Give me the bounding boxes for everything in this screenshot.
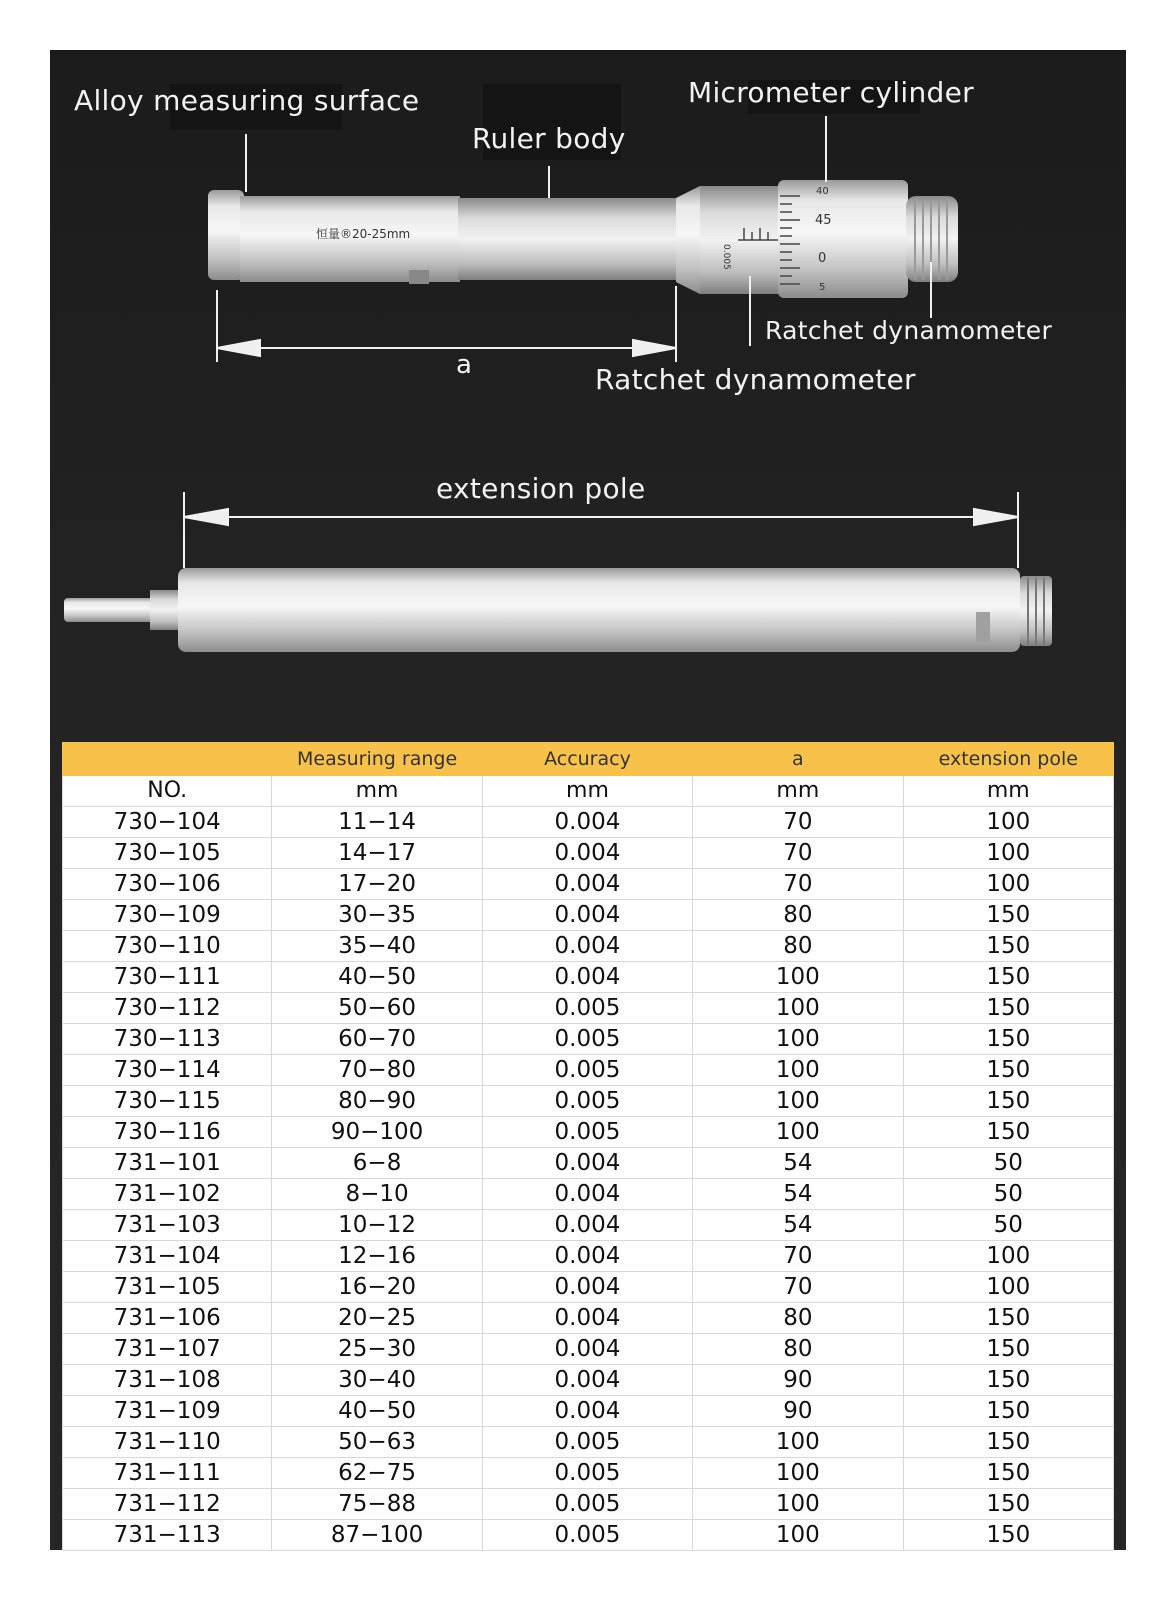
table-cell: 10−12 bbox=[272, 1210, 482, 1241]
brand-size-text: 恒量®20-25mm bbox=[316, 227, 411, 241]
table-cell: 80 bbox=[693, 1334, 903, 1365]
table-cell: 150 bbox=[903, 931, 1113, 962]
table-cell: 100 bbox=[903, 838, 1113, 869]
table-cell: 100 bbox=[693, 1117, 903, 1148]
table-row bbox=[63, 807, 1114, 838]
table-cell: 50−63 bbox=[272, 1427, 482, 1458]
table-cell: 150 bbox=[903, 1303, 1113, 1334]
table-cell: 731−109 bbox=[63, 1396, 272, 1427]
table-row bbox=[63, 1489, 1114, 1520]
table-row bbox=[63, 1396, 1114, 1427]
table-cell: 730−109 bbox=[63, 900, 272, 931]
table-cell: 100 bbox=[693, 1086, 903, 1117]
extension-pole bbox=[64, 492, 1052, 652]
table-cell: 0.005 bbox=[482, 1458, 692, 1489]
table-cell: 150 bbox=[903, 1334, 1113, 1365]
table-cell: 40−50 bbox=[272, 1396, 482, 1427]
taper bbox=[676, 186, 700, 294]
table-cell: 70 bbox=[693, 1241, 903, 1272]
table-cell: extension pole bbox=[903, 743, 1113, 776]
table-cell: 100 bbox=[903, 869, 1113, 900]
table-cell: 62−75 bbox=[272, 1458, 482, 1489]
table-cell: 730−112 bbox=[63, 993, 272, 1024]
table-cell: Accuracy bbox=[482, 743, 692, 776]
table-cell: 150 bbox=[903, 1427, 1113, 1458]
table-cell: 100 bbox=[693, 1520, 903, 1551]
spec-table bbox=[62, 742, 1114, 1551]
table-cell: 20−25 bbox=[272, 1303, 482, 1334]
table-cell: 0.004 bbox=[482, 1210, 692, 1241]
table-cell: 731−106 bbox=[63, 1303, 272, 1334]
table-cell: 0.004 bbox=[482, 900, 692, 931]
label-micrometer-cylinder: Micrometer cylinder bbox=[688, 76, 974, 109]
table-cell: a bbox=[693, 743, 903, 776]
table-cell: 0.005 bbox=[482, 1427, 692, 1458]
table-cell: 0.004 bbox=[482, 1365, 692, 1396]
table-row bbox=[63, 1117, 1114, 1148]
table-row bbox=[63, 869, 1114, 900]
table-cell: 731−111 bbox=[63, 1458, 272, 1489]
table-cell: 40−50 bbox=[272, 962, 482, 993]
table-cell: 0.005 bbox=[482, 993, 692, 1024]
table-cell: 25−30 bbox=[272, 1334, 482, 1365]
table-cell: NO. bbox=[63, 776, 272, 807]
table-row bbox=[63, 1210, 1114, 1241]
table-cell: 70 bbox=[693, 869, 903, 900]
table-row bbox=[63, 1272, 1114, 1303]
table-cell: 731−104 bbox=[63, 1241, 272, 1272]
table-cell: 0.004 bbox=[482, 931, 692, 962]
table-cell: 0.004 bbox=[482, 1241, 692, 1272]
table-row bbox=[63, 1148, 1114, 1179]
table-cell: 35−40 bbox=[272, 931, 482, 962]
table-cell: 100 bbox=[903, 1272, 1113, 1303]
table-cell: 150 bbox=[903, 962, 1113, 993]
table-cell: Measuring range bbox=[272, 743, 482, 776]
table-cell: 150 bbox=[903, 1117, 1113, 1148]
table-cell: 14−17 bbox=[272, 838, 482, 869]
slot bbox=[409, 270, 429, 284]
table-cell: 150 bbox=[903, 1024, 1113, 1055]
table-cell: 0.004 bbox=[482, 1272, 692, 1303]
table-cell: 150 bbox=[903, 1365, 1113, 1396]
table-cell: 75−88 bbox=[272, 1489, 482, 1520]
table-cell: 0.004 bbox=[482, 1179, 692, 1210]
label-extension-pole: extension pole bbox=[436, 472, 646, 505]
table-cell: 70−80 bbox=[272, 1055, 482, 1086]
table-cell: 730−105 bbox=[63, 838, 272, 869]
table-cell: 730−114 bbox=[63, 1055, 272, 1086]
table-cell: 54 bbox=[693, 1179, 903, 1210]
table-cell: 80 bbox=[693, 1303, 903, 1334]
table-cell: 150 bbox=[903, 1520, 1113, 1551]
pole-body bbox=[178, 568, 1020, 652]
table-cell: 150 bbox=[903, 1086, 1113, 1117]
label-alloy-measuring-surface: Alloy measuring surface bbox=[74, 84, 420, 117]
table-cell: 0.005 bbox=[482, 1489, 692, 1520]
table-row bbox=[63, 1024, 1114, 1055]
table-cell: 731−112 bbox=[63, 1489, 272, 1520]
table-cell: 0.005 bbox=[482, 1117, 692, 1148]
table-cell: 30−35 bbox=[272, 900, 482, 931]
table-row bbox=[63, 838, 1114, 869]
table-cell: 90 bbox=[693, 1396, 903, 1427]
table-cell: 50 bbox=[903, 1148, 1113, 1179]
table-cell: 100 bbox=[693, 1055, 903, 1086]
table-cell: 0.004 bbox=[482, 962, 692, 993]
table-row bbox=[63, 962, 1114, 993]
table-row bbox=[63, 1520, 1114, 1551]
table-cell: 731−108 bbox=[63, 1365, 272, 1396]
table-cell: 731−113 bbox=[63, 1520, 272, 1551]
pole-pin bbox=[64, 598, 154, 622]
label-ruler-body: Ruler body bbox=[472, 122, 626, 155]
table-cell: 100 bbox=[693, 1427, 903, 1458]
table-cell: 11−14 bbox=[272, 807, 482, 838]
table-cell: 730−106 bbox=[63, 869, 272, 900]
table-cell: 730−104 bbox=[63, 807, 272, 838]
pole-slot bbox=[976, 612, 990, 642]
scale-number: 45 bbox=[815, 213, 832, 228]
table-row bbox=[63, 1334, 1114, 1365]
table-cell: 80 bbox=[693, 931, 903, 962]
table-cell: 100 bbox=[693, 962, 903, 993]
table-row bbox=[63, 900, 1114, 931]
table-cell: 90−100 bbox=[272, 1117, 482, 1148]
table-cell: 150 bbox=[903, 1489, 1113, 1520]
table-cell: 730−111 bbox=[63, 962, 272, 993]
table-cell: 731−107 bbox=[63, 1334, 272, 1365]
table-cell: 0.004 bbox=[482, 807, 692, 838]
table-cell: mm bbox=[693, 776, 903, 807]
alloy-tip bbox=[208, 190, 244, 280]
table-cell: 12−16 bbox=[272, 1241, 482, 1272]
table-cell: 730−113 bbox=[63, 1024, 272, 1055]
thimble bbox=[778, 180, 908, 298]
table-cell: 100 bbox=[693, 1458, 903, 1489]
table-cell: 70 bbox=[693, 1272, 903, 1303]
table-cell: 150 bbox=[903, 900, 1113, 931]
table-cell: 0.005 bbox=[482, 1086, 692, 1117]
table-cell: 0.004 bbox=[482, 1396, 692, 1427]
table-row bbox=[63, 1427, 1114, 1458]
ruler-body-front bbox=[458, 198, 678, 280]
table-cell: 100 bbox=[693, 1489, 903, 1520]
label-dimension-a: a bbox=[456, 350, 473, 380]
table-row bbox=[63, 1179, 1114, 1210]
table-cell: 100 bbox=[693, 1024, 903, 1055]
table-cell: 87−100 bbox=[272, 1520, 482, 1551]
table-cell: 80−90 bbox=[272, 1086, 482, 1117]
dimension-a bbox=[217, 286, 676, 362]
table-cell: 150 bbox=[903, 1458, 1113, 1489]
table-cell: 30−40 bbox=[272, 1365, 482, 1396]
table-cell: 70 bbox=[693, 838, 903, 869]
table-cell: 150 bbox=[903, 993, 1113, 1024]
table-cell: 6−8 bbox=[272, 1148, 482, 1179]
table-cell: 60−70 bbox=[272, 1024, 482, 1055]
table-cell: 0.004 bbox=[482, 1334, 692, 1365]
table-cell bbox=[63, 743, 272, 776]
table-units-row bbox=[63, 776, 1114, 807]
table-cell: 731−101 bbox=[63, 1148, 272, 1179]
table-cell: 730−115 bbox=[63, 1086, 272, 1117]
table-row bbox=[63, 1303, 1114, 1334]
label-ratchet-dynamometer: Ratchet dynamometer bbox=[765, 316, 1053, 345]
table-cell: 50 bbox=[903, 1179, 1113, 1210]
table-cell: 730−116 bbox=[63, 1117, 272, 1148]
table-row bbox=[63, 1086, 1114, 1117]
table-row bbox=[63, 1458, 1114, 1489]
table-cell: 50−60 bbox=[272, 993, 482, 1024]
table-cell: 0.004 bbox=[482, 869, 692, 900]
table-cell: 0.004 bbox=[482, 838, 692, 869]
table-row bbox=[63, 1241, 1114, 1272]
scale-number: 40 bbox=[816, 186, 829, 197]
table-cell: 0.005 bbox=[482, 1055, 692, 1086]
table-cell: 16−20 bbox=[272, 1272, 482, 1303]
table-cell: 731−102 bbox=[63, 1179, 272, 1210]
table-cell: 17−20 bbox=[272, 869, 482, 900]
table-cell: 54 bbox=[693, 1210, 903, 1241]
pole-collar bbox=[150, 590, 180, 630]
table-cell: mm bbox=[272, 776, 482, 807]
scale-number: 5 bbox=[819, 282, 826, 293]
table-row bbox=[63, 993, 1114, 1024]
table-row bbox=[63, 931, 1114, 962]
table-cell: mm bbox=[903, 776, 1113, 807]
table-cell: 8−10 bbox=[272, 1179, 482, 1210]
table-cell: 50 bbox=[903, 1210, 1113, 1241]
table-cell: 100 bbox=[903, 807, 1113, 838]
resolution-text: 0.005 bbox=[721, 244, 731, 270]
table-cell: 150 bbox=[903, 1055, 1113, 1086]
table-cell: 0.005 bbox=[482, 1520, 692, 1551]
table-cell: 54 bbox=[693, 1148, 903, 1179]
table-cell: 100 bbox=[903, 1241, 1113, 1272]
table-cell: 731−105 bbox=[63, 1272, 272, 1303]
table-cell: 70 bbox=[693, 807, 903, 838]
table-cell: 730−110 bbox=[63, 931, 272, 962]
label-ratchet-dynamometer-lower: Ratchet dynamometer bbox=[595, 363, 916, 396]
table-cell: 0.004 bbox=[482, 1303, 692, 1334]
table-cell: 150 bbox=[903, 1396, 1113, 1427]
scale-number: 0 bbox=[818, 251, 827, 266]
table-header-row bbox=[63, 743, 1114, 776]
table-cell: 80 bbox=[693, 900, 903, 931]
table-cell: 731−110 bbox=[63, 1427, 272, 1458]
table-cell: 0.005 bbox=[482, 1024, 692, 1055]
table-cell: 731−103 bbox=[63, 1210, 272, 1241]
table-row bbox=[63, 1055, 1114, 1086]
table-cell: 0.004 bbox=[482, 1148, 692, 1179]
table-cell: 90 bbox=[693, 1365, 903, 1396]
table-row bbox=[63, 1365, 1114, 1396]
table-cell: 100 bbox=[693, 993, 903, 1024]
table-cell: mm bbox=[482, 776, 692, 807]
